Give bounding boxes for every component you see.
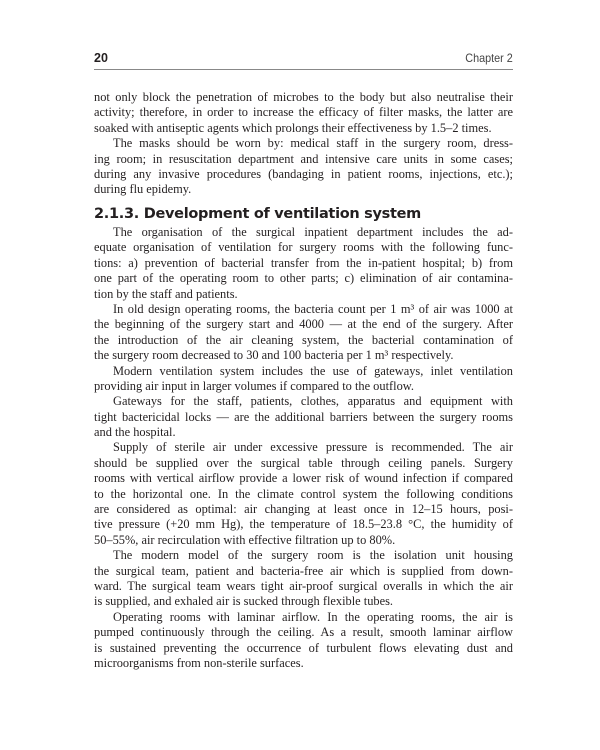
text-line: Supply of sterile air under excessive pressure is recommended. The air bbox=[113, 440, 513, 455]
text-line: tion by the staff and patients. bbox=[94, 286, 238, 301]
text-line: soaked with antiseptic agents which prolongs their effectiveness by 1.5–2 times. bbox=[94, 120, 492, 135]
text-line: The masks should be worn by: medical staff in the surgery room, dress- bbox=[113, 136, 513, 151]
chapter-label: Chapter 2 bbox=[465, 51, 513, 65]
text-line: tight bactericidal locks — are the additional barriers between the surgery rooms bbox=[94, 409, 513, 424]
text-line: ing room; in resuscitation department and intensive care units in some cases; bbox=[94, 151, 513, 166]
text-line: and the hospital. bbox=[94, 425, 176, 440]
text-line: The modern model of the surgery room is the isolation unit housing bbox=[113, 548, 513, 563]
text-line: providing air input in larger volumes if compared to the outflow. bbox=[94, 378, 415, 393]
text-line: tive pressure (+20 mm Hg), the temperature of 18.5–23.8 °C, the humidity of bbox=[94, 517, 513, 532]
text-line: microorganisms from non-sterile surfaces. bbox=[94, 655, 304, 670]
text-line: ward. The surgical team wears tight air-proof surgical overalls in which the air bbox=[94, 578, 513, 593]
body-text-section bbox=[94, 225, 513, 671]
text-line: are considered as optimal: air changing at least once in 12–15 hours, posi- bbox=[94, 502, 513, 517]
text-line: rooms with vertical airflow provide a lower risk of wound infection if compared bbox=[94, 471, 513, 486]
text-line: 50–55%, air recirculation with effective filtration up to 80%. bbox=[94, 532, 396, 547]
section-heading: 2.1.3. Development of ventilation system bbox=[94, 206, 421, 222]
text-line: Operating rooms with laminar airflow. In the operating rooms, the air is bbox=[113, 609, 513, 624]
text-line: the beginning of the surgery start and 4000 — at the end of the surgery. After bbox=[94, 317, 513, 332]
text-line: the surgery room decreased to 30 and 100 bacteria per 1 m³ respectively. bbox=[94, 348, 454, 363]
text-line: tions: a) prevention of bacterial transfer from the in-patient hospital; b) from bbox=[94, 255, 513, 270]
text-line: equate organisation of ventilation for surgery rooms with the following func- bbox=[94, 240, 513, 255]
body-text-top bbox=[94, 90, 513, 198]
running-header bbox=[94, 51, 513, 69]
text-line: is sustained preventing the occurrence of turbulent flows elevating dust and bbox=[94, 640, 513, 655]
text-line: In old design operating rooms, the bacteria count per 1 m³ of air was 1000 at bbox=[113, 301, 513, 316]
text-line: should be supplied over the surgical table through ceiling panels. Surgery bbox=[94, 455, 513, 470]
text-line: Modern ventilation system includes the use of gateways, inlet ventilation bbox=[113, 363, 513, 378]
text-line: is supplied, and exhaled air is sucked through flexible tubes. bbox=[94, 594, 394, 609]
text-line: during flu epidemy. bbox=[94, 182, 192, 197]
text-line: during any invasive procedures (bandaging in patient rooms, injections, etc.); bbox=[94, 166, 513, 181]
header-rule bbox=[94, 69, 513, 70]
text-line: activity; therefore, in order to increase the efficacy of filter masks, the latter are bbox=[94, 105, 513, 120]
text-line: Gateways for the staff, patients, clothes, apparatus and equipment with bbox=[113, 394, 513, 409]
text-line: one part of the operating room to other parts; c) elimination of air contamina- bbox=[94, 271, 513, 286]
text-line: to the horizontal one. In the climate control system the following conditions bbox=[94, 486, 513, 501]
text-line: not only block the penetration of microbes to the body but also neutralise their bbox=[94, 90, 513, 104]
text-line: the introduction of the air cleaning system, the bacterial contamination of bbox=[94, 332, 513, 347]
page-number: 20 bbox=[94, 51, 108, 65]
text-line: pumped continuously through the ceiling. As a result, smooth laminar airflow bbox=[94, 625, 513, 640]
text-line: The organisation of the surgical inpatient department includes the ad- bbox=[113, 225, 513, 239]
text-line: the surgical team, patient and bacteria-free air which is supplied from down- bbox=[94, 563, 513, 578]
